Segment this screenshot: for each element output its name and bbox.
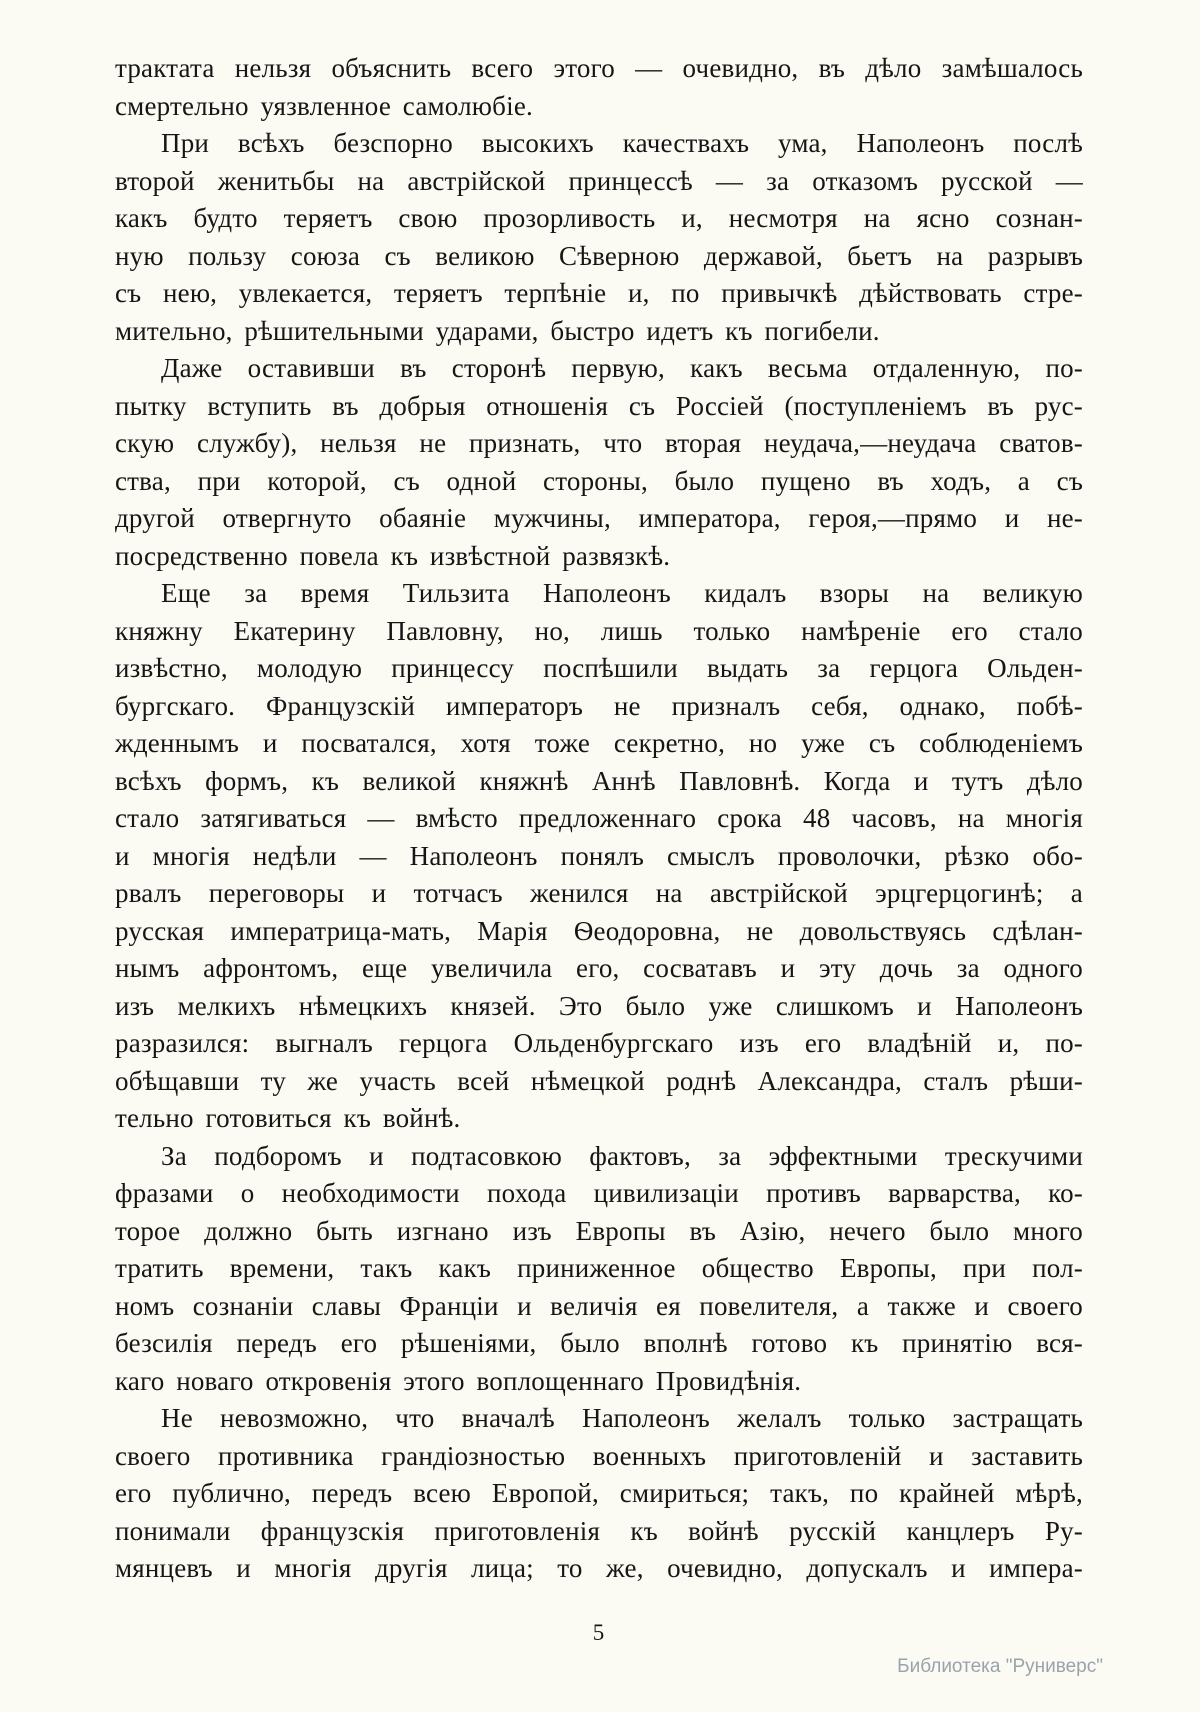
text-line: его публично, передъ всею Европой, смириться; такъ, по крайней мѣрѣ,	[115, 1478, 1083, 1508]
text-line: княжну Екатерину Павловну, но, лишь только намѣреніе его стало	[115, 615, 1083, 646]
text-line: извѣстно, молодую принцессу поспѣшили выдать за герцога Ольден-	[115, 653, 1083, 683]
text-line: ную пользу союза съ великою Сѣверною державой, бьетъ на разрывъ	[115, 240, 1083, 271]
text-line: фразами о необходимости похода цивилизаціи противъ варварства, ко-	[115, 1178, 1083, 1208]
page-text	[115, 50, 1083, 1588]
text-line: изъ мелкихъ нѣмецкихъ князей. Это было уже слишкомъ и Наполеонъ	[115, 990, 1083, 1021]
text-line: Еще за время Тильзита Наполеонъ кидалъ взоры на великую	[161, 578, 1083, 608]
text-line: жденнымъ и посватался, хотя тоже секретно, но уже съ соблюденіемъ	[115, 728, 1083, 758]
text-line: тельно готовиться къ войнѣ.	[115, 1103, 461, 1133]
text-line: трактата нельзя объяснить всего этого — очевидно, въ дѣло замѣшалось	[115, 53, 1083, 83]
text-line: тратить времени, такъ какъ приниженное общество Европы, при пол-	[115, 1253, 1083, 1283]
text-line: смертельно уязвленное самолюбіе.	[115, 90, 533, 121]
text-line: всѣхъ формъ, къ великой княжнѣ Аннѣ Павловнѣ. Когда и тутъ дѣло	[115, 765, 1083, 796]
page-number: 5	[592, 1620, 606, 1645]
text-line: ства, при которой, съ одной стороны, было пущено въ ходъ, а съ	[115, 465, 1083, 496]
text-line: мянцевъ и многія другія лица; то же, очевидно, допускалъ и импера-	[115, 1553, 1083, 1583]
text-line: Не невозможно, что вначалѣ Наполеонъ желалъ только застращать	[161, 1403, 1083, 1433]
text-line: посредственно повела къ извѣстной развязкѣ.	[115, 540, 671, 571]
text-line: скую службу), нельзя не признать, что вторая неудача,—неудача сватов-	[115, 428, 1083, 458]
text-line: второй женитьбы на австрійской принцессѣ — за отказомъ русской —	[115, 165, 1083, 196]
text-line: нымъ афронтомъ, еще увеличила его, сосватавъ и эту дочь за одного	[115, 953, 1083, 983]
text-line: своего противника грандіозностью военныхъ приготовленій и заставить	[115, 1440, 1083, 1471]
text-line: другой отвергнуто обаяніе мужчины, императора, героя,—прямо и не-	[115, 503, 1083, 533]
text-line: При всѣхъ безспорно высокихъ качествахъ ума, Наполеонъ послѣ	[161, 128, 1083, 158]
text-line: Даже оставивши въ сторонѣ первую, какъ весьма отдаленную, по-	[161, 353, 1083, 383]
text-line: бургскаго. Французскій императоръ не призналъ себя, однако, побѣ-	[115, 690, 1083, 721]
text-line: мительно, рѣшительными ударами, быстро идетъ къ погибели.	[115, 315, 880, 346]
text-line: номъ сознаніи славы Франціи и величія ея повелителя, а также и своего	[115, 1290, 1083, 1321]
text-line: стало затягиваться — вмѣсто предложеннаго срока 48 часовъ, на многія	[115, 803, 1083, 833]
text-line: рвалъ переговоры и тотчасъ женился на австрійской эрцгерцогинѣ; а	[115, 878, 1083, 908]
text-line: какъ будто теряетъ свою прозорливость и, несмотря на ясно сознан-	[115, 203, 1083, 233]
text-line: торое должно быть изгнано изъ Европы въ Азію, нечего было много	[115, 1215, 1083, 1246]
text-line: съ нею, увлекается, теряетъ терпѣніе и, по привычкѣ дѣйствовать стре-	[115, 278, 1083, 308]
text-line: разразился: выгналъ герцога Ольденбургскаго изъ его владѣній и, по-	[115, 1028, 1083, 1058]
text-line: пытку вступить въ добрыя отношенія съ Россіей (поступленіемъ въ рус-	[115, 390, 1083, 421]
library-watermark: Библиотека "Руниверс"	[897, 1656, 1103, 1677]
text-line: обѣщавши ту же участь всей нѣмецкой роднѣ Александра, сталъ рѣши-	[115, 1065, 1083, 1096]
text-line: каго новаго откровенія этого воплощеннаго Провидѣнія.	[115, 1365, 802, 1396]
text-line: и многія недѣли — Наполеонъ понялъ смыслъ проволочки, рѣзко обо-	[115, 840, 1083, 871]
text-line: русская императрица-мать, Марія Ѳеодоровна, не довольствуясь сдѣлан-	[115, 915, 1083, 946]
text-line: За подборомъ и подтасовкою фактовъ, за эффектными трескучими	[161, 1140, 1083, 1171]
text-line: понимали французскія приготовленія къ войнѣ русскій канцлеръ Ру-	[115, 1515, 1083, 1546]
text-line: безсилія передъ его рѣшеніями, было вполнѣ готово къ принятію вся-	[115, 1328, 1083, 1358]
